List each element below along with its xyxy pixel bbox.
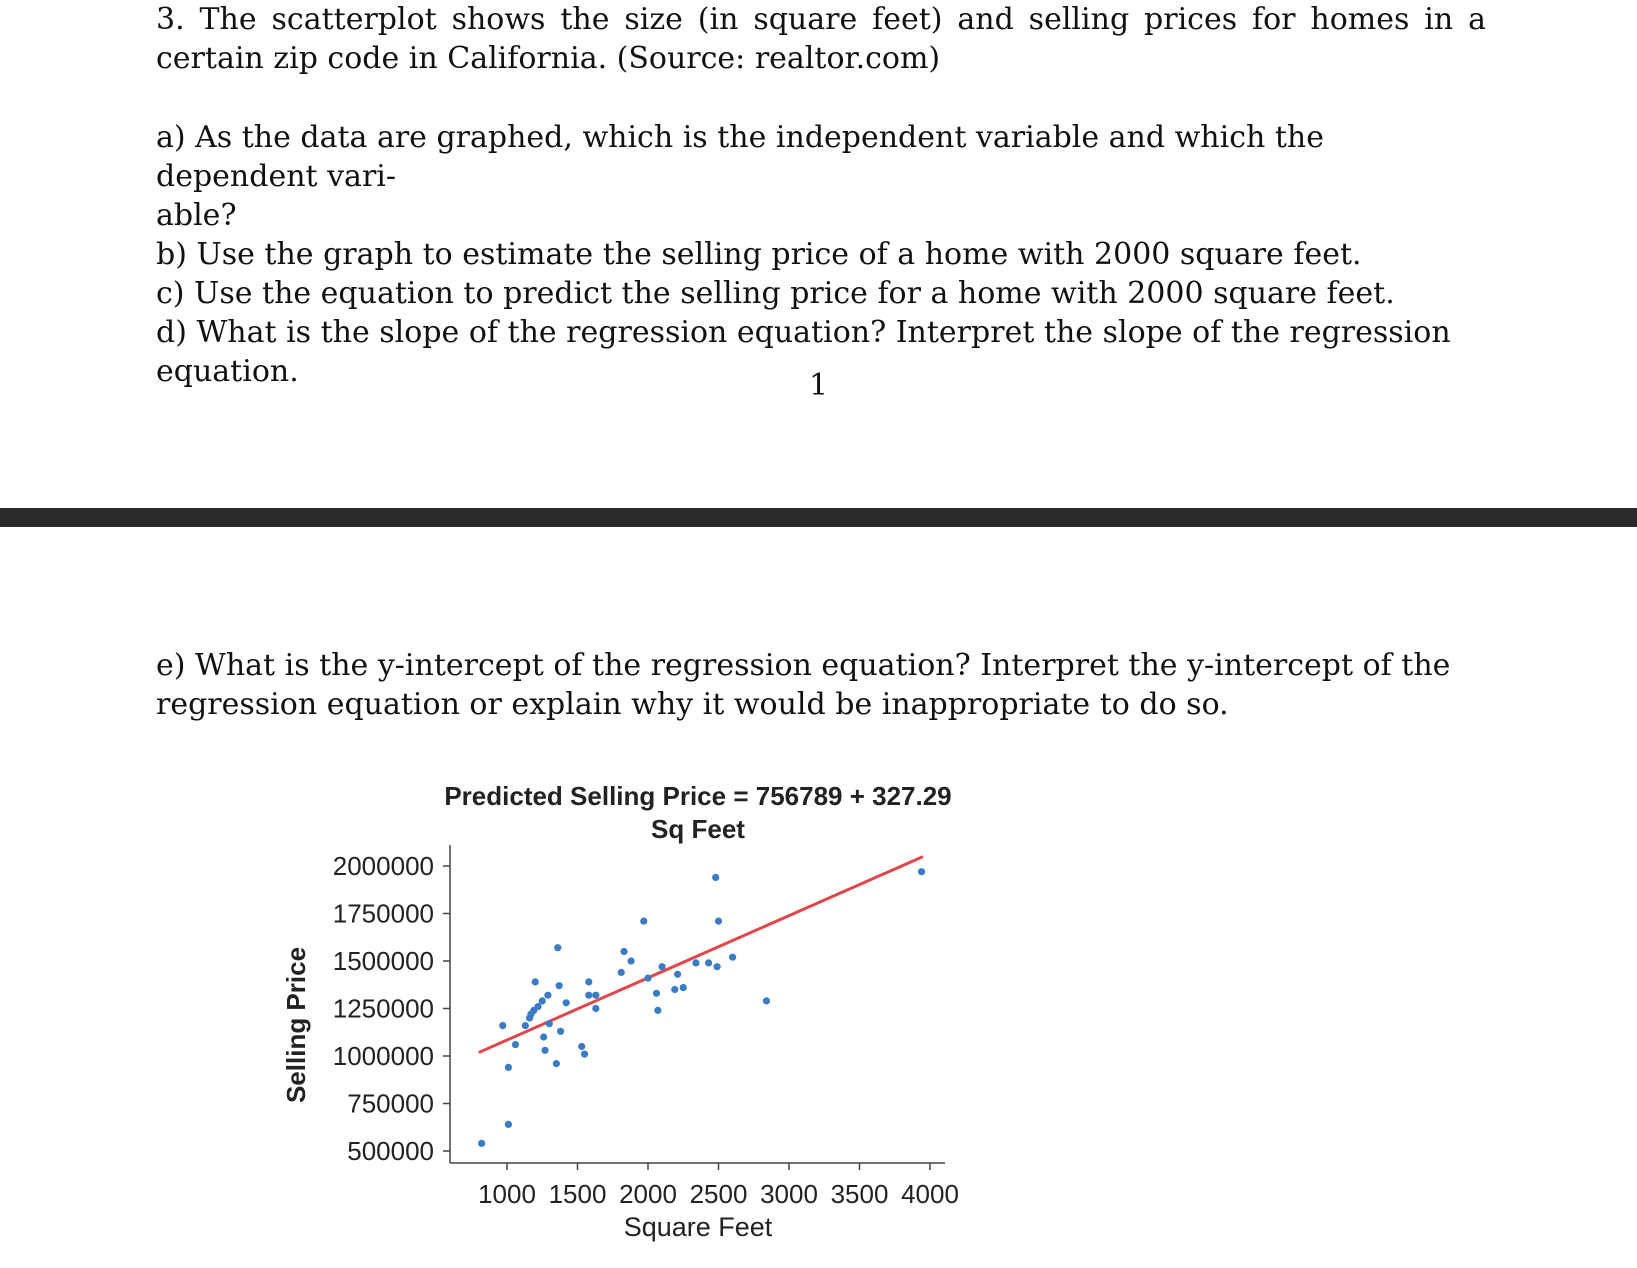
data-point [712, 874, 719, 881]
part-a-line2: able? [156, 198, 237, 233]
part-d: d) What is the slope of the regression equation? Interpret the slope of the regression equation. [156, 315, 1451, 389]
y-axis-label: Selling Price [281, 946, 311, 1104]
y-tick-label: 500000 [347, 1136, 434, 1166]
part-e: e) What is the y-intercept of the regression equation? Interpret the y-intercept of the regression equation or explain why it would be inappropriate to do so. [156, 648, 1451, 722]
data-point [627, 957, 634, 964]
data-point [763, 997, 770, 1004]
part-a-line1: a) As the data are graphed, which is the independent variable and which the dependent vari- [156, 120, 1325, 194]
regression-line [479, 857, 923, 1053]
part-c: c) Use the equation to predict the selling price for a home with 2000 square feet. [156, 276, 1395, 311]
part-b: b) Use the graph to estimate the selling price of a home with 2000 square feet. [156, 237, 1362, 272]
x-tick-label: 3000 [760, 1179, 818, 1209]
data-marks [478, 857, 925, 1147]
chart-title-line2: Sq Feet [651, 814, 745, 844]
data-point [620, 948, 627, 955]
data-point [499, 1022, 506, 1029]
x-axis-label: Square Feet [623, 1212, 773, 1242]
y-tick-label: 1500000 [332, 946, 434, 976]
data-point [478, 1140, 485, 1147]
data-point [554, 944, 561, 951]
x-tick-label: 3500 [830, 1179, 889, 1209]
data-point [546, 1020, 553, 1027]
x-tick-label: 2000 [619, 1179, 677, 1209]
data-point [680, 984, 687, 991]
data-point [640, 918, 647, 925]
data-point [729, 954, 736, 961]
y-tick-label: 750000 [347, 1088, 434, 1119]
data-point [715, 918, 722, 925]
x-tick-label: 2500 [689, 1179, 748, 1209]
axis-ticks [333, 851, 959, 1209]
data-point [659, 963, 666, 970]
y-tick-label: 2000000 [332, 851, 434, 881]
data-point [505, 1064, 512, 1071]
x-tick-label: 1000 [478, 1179, 536, 1209]
data-point [534, 1003, 541, 1010]
y-tick-label: 1750000 [332, 898, 434, 929]
data-point [522, 1022, 529, 1029]
data-point [592, 1005, 599, 1012]
data-point [557, 1028, 564, 1035]
data-point [553, 1060, 560, 1067]
data-point [539, 997, 546, 1004]
data-point [585, 978, 592, 985]
page-number: 1 [808, 368, 829, 403]
data-point [556, 982, 563, 989]
x-tick-label: 4000 [901, 1179, 959, 1209]
data-point [674, 971, 681, 978]
data-point [544, 992, 551, 999]
data-point [713, 963, 720, 970]
data-point [918, 868, 925, 875]
data-point [581, 1051, 588, 1058]
data-point [705, 959, 712, 966]
data-point [540, 1033, 547, 1040]
data-point [578, 1043, 585, 1050]
chart-title-line1: Predicted Selling Price = 756789 + 327.29 [444, 781, 952, 811]
data-point [505, 1121, 512, 1128]
data-point [512, 1041, 519, 1048]
data-point [671, 986, 678, 993]
data-point [592, 992, 599, 999]
data-point [618, 969, 625, 976]
x-tick-label: 1500 [548, 1179, 607, 1209]
data-point [653, 990, 660, 997]
data-point [585, 992, 592, 999]
data-point [532, 978, 539, 985]
problem-intro: 3. The scatterplot shows the size (in square feet) and selling prices for homes in a certain zip code in California. (Source: realtor.com) [156, 2, 1486, 76]
y-tick-label: 1000000 [332, 1041, 434, 1071]
y-tick-label: 1250000 [332, 993, 434, 1024]
data-point [644, 975, 651, 982]
data-point [541, 1047, 548, 1054]
data-point [563, 999, 570, 1006]
data-point [654, 1007, 661, 1014]
data-point [692, 959, 699, 966]
